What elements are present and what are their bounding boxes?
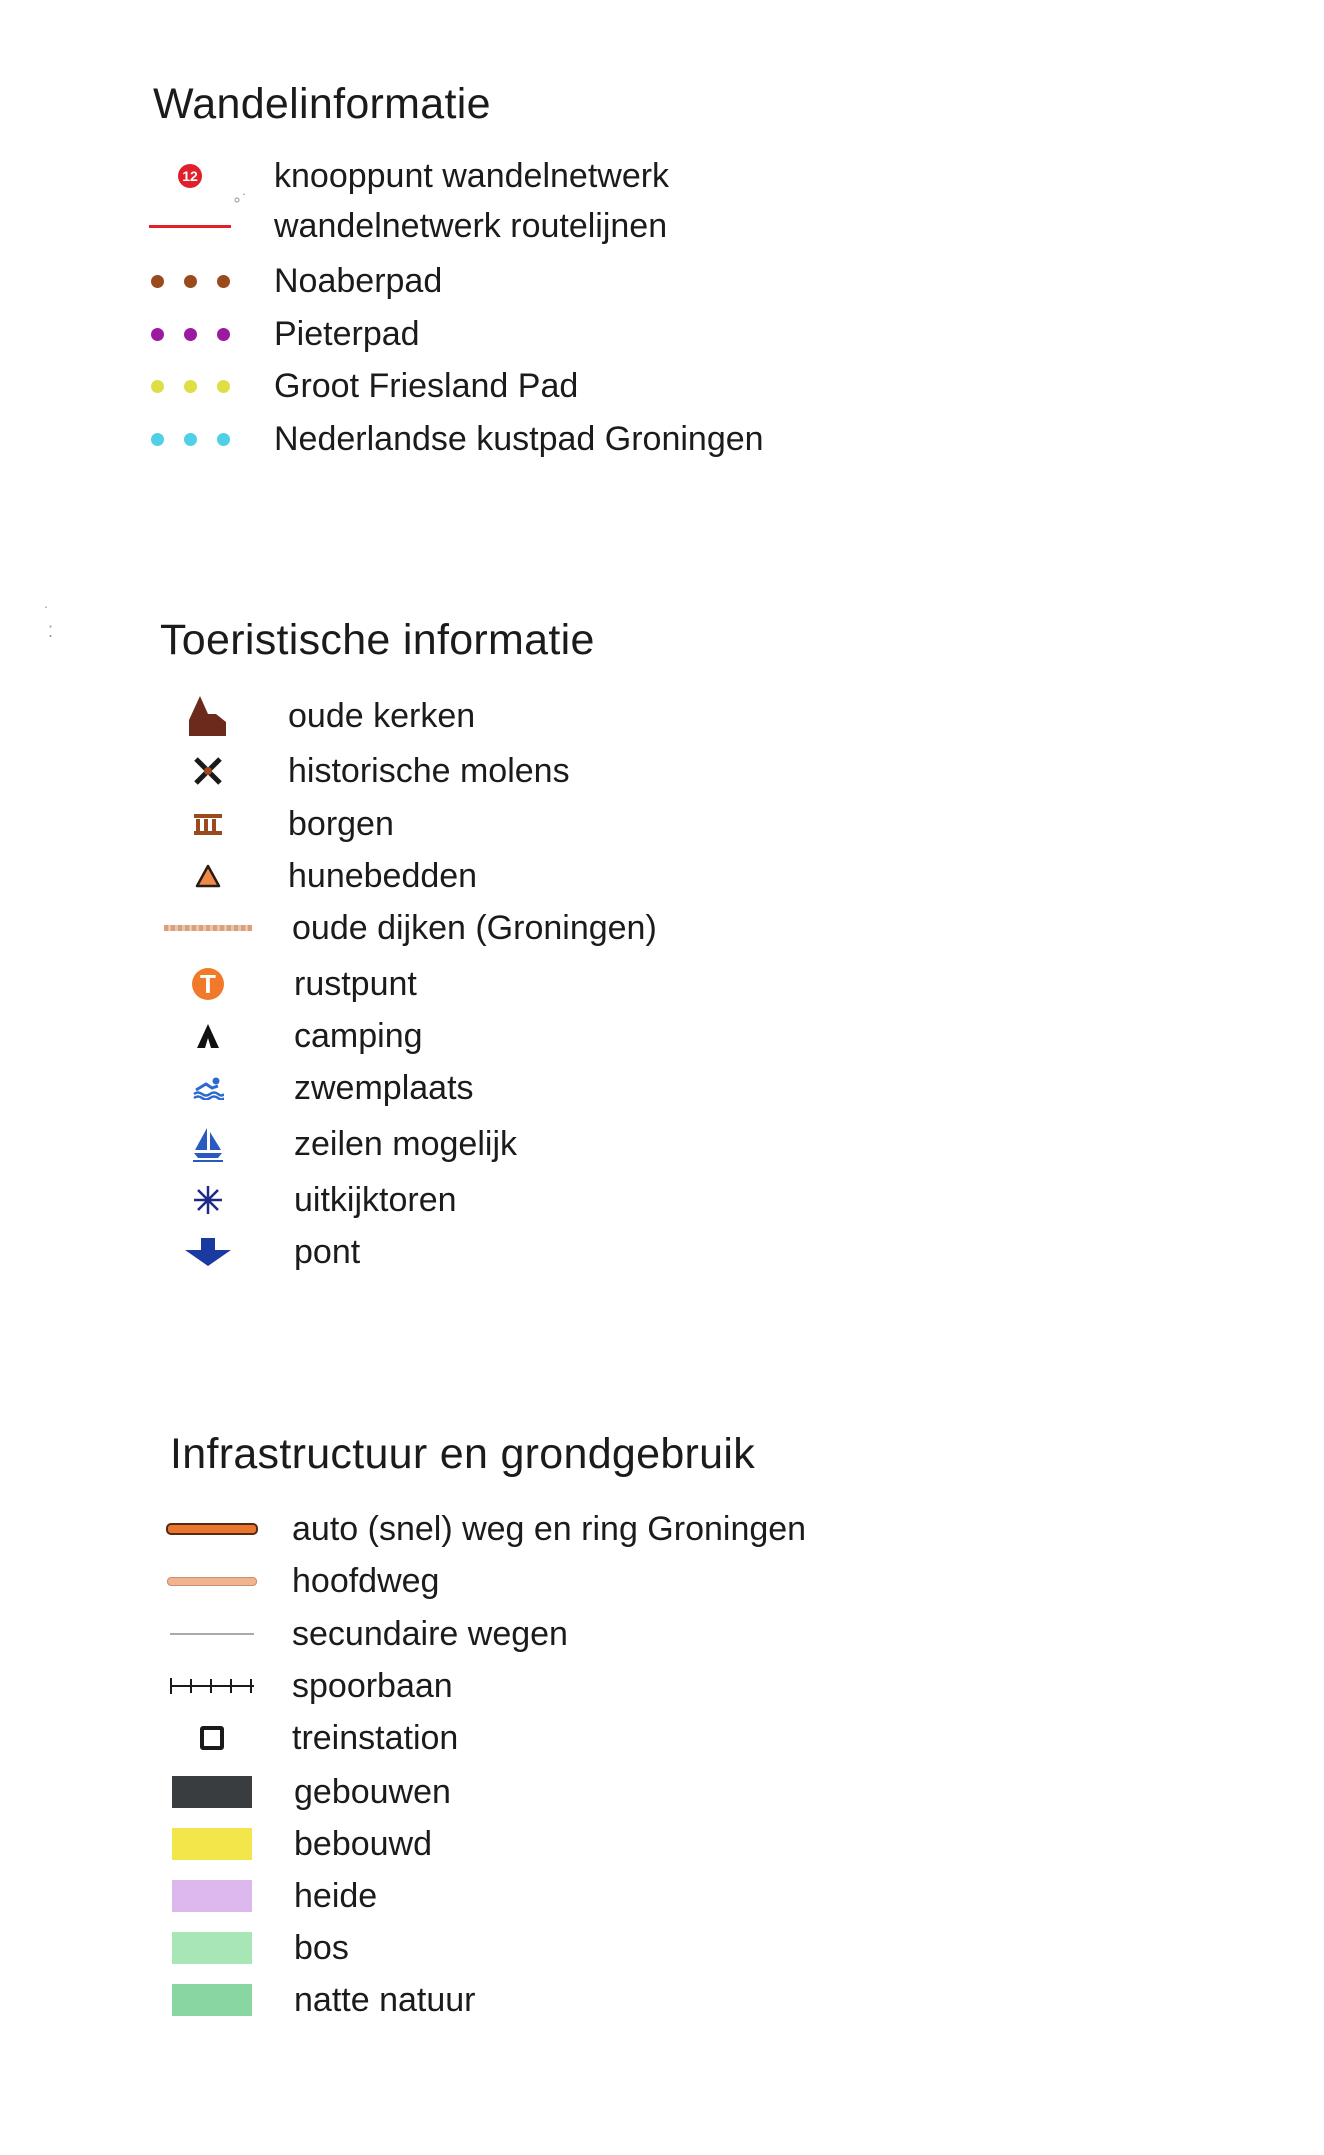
legend-item-borgen — [158, 798, 394, 850]
built-up-swatch-icon — [162, 1818, 262, 1870]
legend-label: uitkijktoren — [294, 1180, 457, 1219]
legend-item-oude-dijken — [158, 902, 657, 954]
legend-item-gebouwen — [162, 1766, 451, 1818]
castle-icon — [158, 798, 258, 850]
legend-item-camping — [158, 1010, 423, 1062]
node-number: 12 — [182, 168, 198, 184]
legend-label: gebouwen — [294, 1772, 451, 1811]
legend-item-molens — [158, 745, 570, 797]
legend-label: treinstation — [292, 1718, 459, 1757]
dike-line-icon — [158, 902, 258, 954]
legend-label: bos — [294, 1928, 349, 1967]
legend-item-zwemplaats — [158, 1062, 474, 1114]
legend-label: Pieterpad — [274, 314, 420, 353]
legend-label: zeilen mogelijk — [294, 1124, 517, 1163]
section-title-infrastructuur: Infrastructuur en grondgebruik — [170, 1430, 756, 1478]
rest-point-letter: T — [200, 969, 216, 999]
legend-label: camping — [294, 1016, 423, 1055]
legend-item-noaberpad — [140, 255, 442, 307]
legend-label: oude dijken (Groningen) — [292, 908, 657, 947]
section-title-toeristische-informatie: Toeristische informatie — [160, 616, 595, 664]
legend-item-bos — [162, 1922, 349, 1974]
tent-icon — [158, 1010, 258, 1062]
forest-swatch-icon — [162, 1922, 262, 1974]
buildings-swatch-icon — [162, 1766, 262, 1818]
legend-item-zeilen — [158, 1118, 517, 1170]
legend-label: knooppunt wandelnetwerk — [274, 156, 670, 195]
legend-label: wandelnetwerk routelijnen — [274, 206, 668, 245]
yellow-dots-icon — [140, 360, 240, 412]
legend-item-pont — [158, 1226, 360, 1278]
legend-item-autoweg — [162, 1503, 806, 1555]
heath-swatch-icon — [162, 1870, 262, 1922]
legend-label: Noaberpad — [274, 261, 443, 300]
legend-label: Nederlandse kustpad Groningen — [274, 419, 764, 458]
purple-dots-icon — [140, 308, 240, 360]
legend-item-knooppunt — [140, 150, 669, 202]
rest-point-icon — [158, 958, 258, 1010]
legend-item-routelijnen — [140, 200, 667, 252]
legend-label: Groot Friesland Pad — [274, 366, 579, 405]
legend-item-hoofdweg — [162, 1555, 439, 1607]
legend-label: secundaire wegen — [292, 1614, 568, 1653]
scan-speck-icon: ⁚ — [48, 624, 54, 641]
wet-nature-swatch-icon — [162, 1974, 262, 2026]
cyan-dots-icon — [140, 413, 240, 465]
legend-label: historische molens — [288, 751, 570, 790]
legend-label: borgen — [288, 804, 394, 843]
main-road-line-icon — [162, 1555, 262, 1607]
legend-label: rustpunt — [294, 964, 417, 1003]
legend-label: auto (snel) weg en ring Groningen — [292, 1509, 807, 1548]
legend-item-bebouwd — [162, 1818, 432, 1870]
legend-item-treinstation — [162, 1712, 458, 1764]
legend-item-oude-kerken — [158, 690, 475, 742]
legend-label: bebouwd — [294, 1824, 433, 1863]
train-station-icon — [162, 1712, 262, 1764]
railway-icon — [162, 1660, 262, 1712]
sailboat-icon — [158, 1118, 258, 1170]
legend-item-secundaire-wegen — [162, 1608, 568, 1660]
secondary-road-line-icon — [162, 1608, 262, 1660]
legend-item-pieterpad — [140, 308, 420, 360]
legend-item-heide — [162, 1870, 377, 1922]
legend-label: natte natuur — [294, 1980, 476, 2019]
node-number-icon — [140, 150, 240, 202]
legend-item-kustpad — [140, 413, 764, 465]
legend-item-rustpunt — [158, 958, 417, 1010]
swimmer-icon — [158, 1062, 258, 1114]
legend-label: zwemplaats — [294, 1068, 474, 1107]
ferry-icon — [158, 1226, 258, 1278]
legend-label: spoorbaan — [292, 1666, 453, 1705]
triangle-icon — [158, 850, 258, 902]
legend-label: hoofdweg — [292, 1561, 440, 1600]
legend-item-spoorbaan — [162, 1660, 453, 1712]
motorway-line-icon — [162, 1503, 262, 1555]
brown-dots-icon — [140, 255, 240, 307]
legend-item-groot-friesland-pad — [140, 360, 578, 412]
windmill-icon — [158, 745, 258, 797]
scan-speck-icon: ˙ — [44, 605, 50, 622]
legend-item-hunebedden — [158, 850, 477, 902]
legend-label: pont — [294, 1232, 361, 1271]
legend-item-natte-natuur — [162, 1974, 475, 2026]
lookout-tower-icon — [158, 1174, 258, 1226]
legend-label: hunebedden — [288, 856, 478, 895]
legend-label: heide — [294, 1876, 378, 1915]
legend-item-uitkijktoren — [158, 1174, 457, 1226]
scan-speck-icon: ∘˙ — [232, 192, 248, 209]
legend-label: oude kerken — [288, 696, 476, 735]
section-title-wandelinformatie: Wandelinformatie — [153, 80, 491, 128]
red-line-icon — [140, 200, 240, 252]
church-icon — [158, 690, 258, 742]
